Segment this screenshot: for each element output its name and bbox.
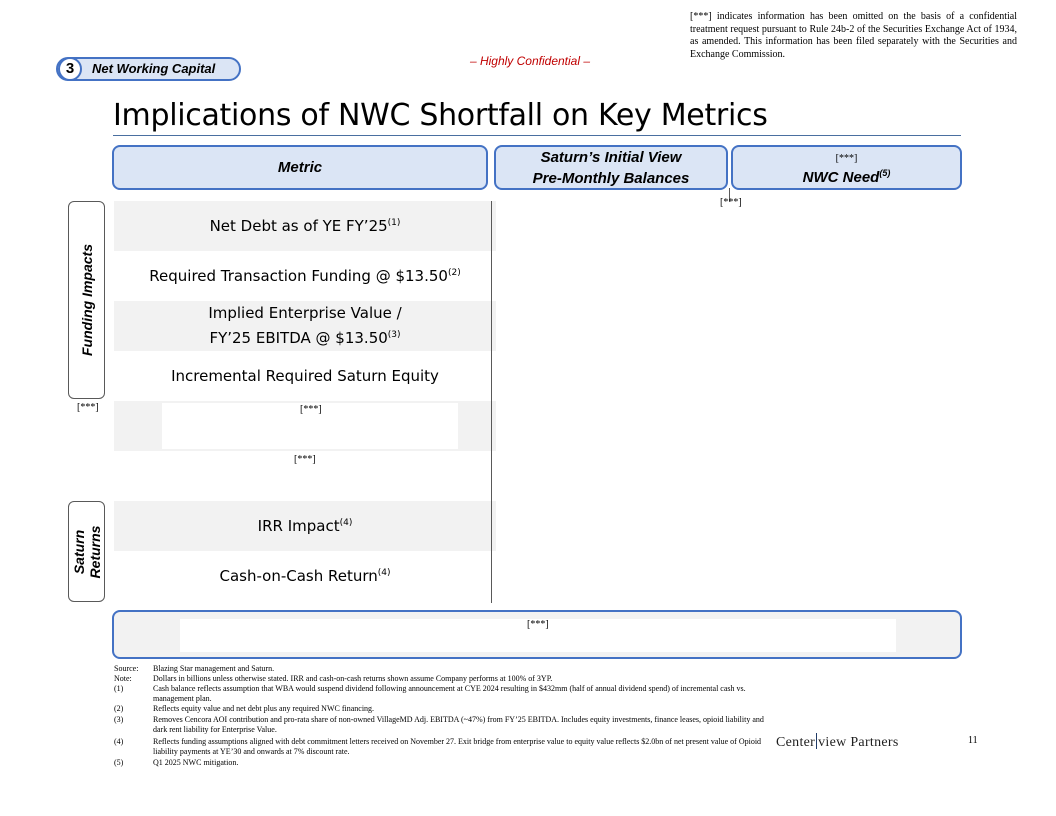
header-metric-label: Metric [277, 159, 323, 176]
note-key: (1) [114, 684, 124, 693]
redaction-side: [***] [77, 402, 99, 413]
title-underline [113, 135, 961, 136]
source-notes [0, 664, 780, 774]
section-badge [56, 57, 241, 81]
page-number: 11 [968, 735, 978, 746]
row-transaction-funding [114, 251, 496, 301]
redaction-row: [***] [300, 404, 322, 415]
redaction-bottom: [***] [527, 619, 549, 630]
header-nwc-need-label: NWC Need$^{(5)}$ [802, 167, 891, 186]
redaction-gap: [***] [294, 454, 316, 465]
note-key: (5) [114, 758, 124, 767]
row-ev-line2: FY’25 EBITDA @ $13.50$^{(3)}$ [209, 329, 401, 347]
bottom-summary-box [112, 610, 962, 659]
note-key: (3) [114, 715, 124, 724]
note-key: Source: [114, 664, 139, 673]
row-transaction-funding-label: Required Transaction Funding @ $13.50$^{(2)}$ [149, 266, 461, 285]
row-irr-impact-label: IRR Impact$^{(4)}$ [257, 516, 353, 535]
confidentiality-marking: – Highly Confidential – [469, 54, 591, 68]
header-initial-view [494, 145, 728, 190]
saturn-returns-text: Saturn Returns [70, 525, 103, 578]
saturn-returns-label [68, 501, 105, 602]
centerview-logo: Center view Partners [776, 735, 899, 750]
note-text: Cash balance reflects assumption that WBA would suspend dividend following announcement at CYE 2024 resulting in $432mm (half of annual dividend spend) of incremental cash vs. management plan. [153, 684, 746, 703]
note-key: Note: [114, 674, 132, 683]
note-text: Removes Cencora AOI contribution and pro-rata share of non-owned VillageMD Adj. EBITDA (~47%) from FY’25 EBITDA. Includes equity investments, finance leases, opioid liability and dark rent liability for Enterprise Value. [153, 715, 764, 734]
header-nwc-redacted: [***] [835, 152, 858, 164]
header-initial-view-line1: Saturn’s Initial View [540, 148, 682, 166]
header-metric [112, 145, 488, 190]
page-title: Implications of NWC Shortfall on Key Metrics [113, 98, 768, 133]
note-text: Reflects equity value and net debt plus any required NWC financing. [153, 704, 375, 713]
row-irr-impact [114, 501, 496, 551]
row-cash-on-cash-label: Cash-on-Cash Return$^{(4)}$ [219, 566, 391, 585]
row-net-debt [114, 201, 496, 251]
header-initial-view-line2: Pre-Monthly Balances [532, 169, 690, 187]
row-incremental-equity-label: Incremental Required Saturn Equity [171, 366, 439, 385]
note-key: (4) [114, 737, 124, 746]
note-text: Blazing Star management and Saturn. [153, 664, 275, 673]
funding-impacts-text: Funding Impacts [78, 244, 95, 356]
redaction-below-header: [***] [720, 197, 742, 208]
section-number: 3 [58, 57, 82, 81]
confidential-disclaimer: [***] indicates information has been omitted on the basis of a confidential treatment request pursuant to Rule 24b-2 of the Securities Exchange Act of 1934, as amended. This information has been filed separately with the Securities and Exchange Commission. [690, 11, 1017, 60]
note-key: (2) [114, 704, 124, 713]
row-ev-line1: Implied Enterprise Value / [208, 304, 402, 322]
note-text: Reflects funding assumptions aligned with debt commitment letters received on November 27. Exit bridge from enterprise value to equity value reflects $2.0bn of net present value of Opioid liability payments at YE’30 and onwards at 7% discount rate. [153, 737, 762, 756]
row-incremental-equity [114, 351, 496, 401]
row-cash-on-cash [114, 551, 496, 601]
funding-impacts-label [68, 201, 105, 399]
note-text: Dollars in billions unless otherwise stated. IRR and cash-on-cash returns shown assume Company performs at 100% of 3YP. [153, 674, 553, 683]
note-text: Q1 2025 NWC mitigation. [153, 758, 239, 767]
header-nwc-need [731, 145, 962, 190]
section-label: Net Working Capital [92, 61, 216, 76]
column-divider [491, 201, 492, 603]
row-enterprise-value [114, 301, 496, 351]
row-net-debt-label: Net Debt as of YE FY’25$^{(1)}$ [209, 216, 401, 235]
